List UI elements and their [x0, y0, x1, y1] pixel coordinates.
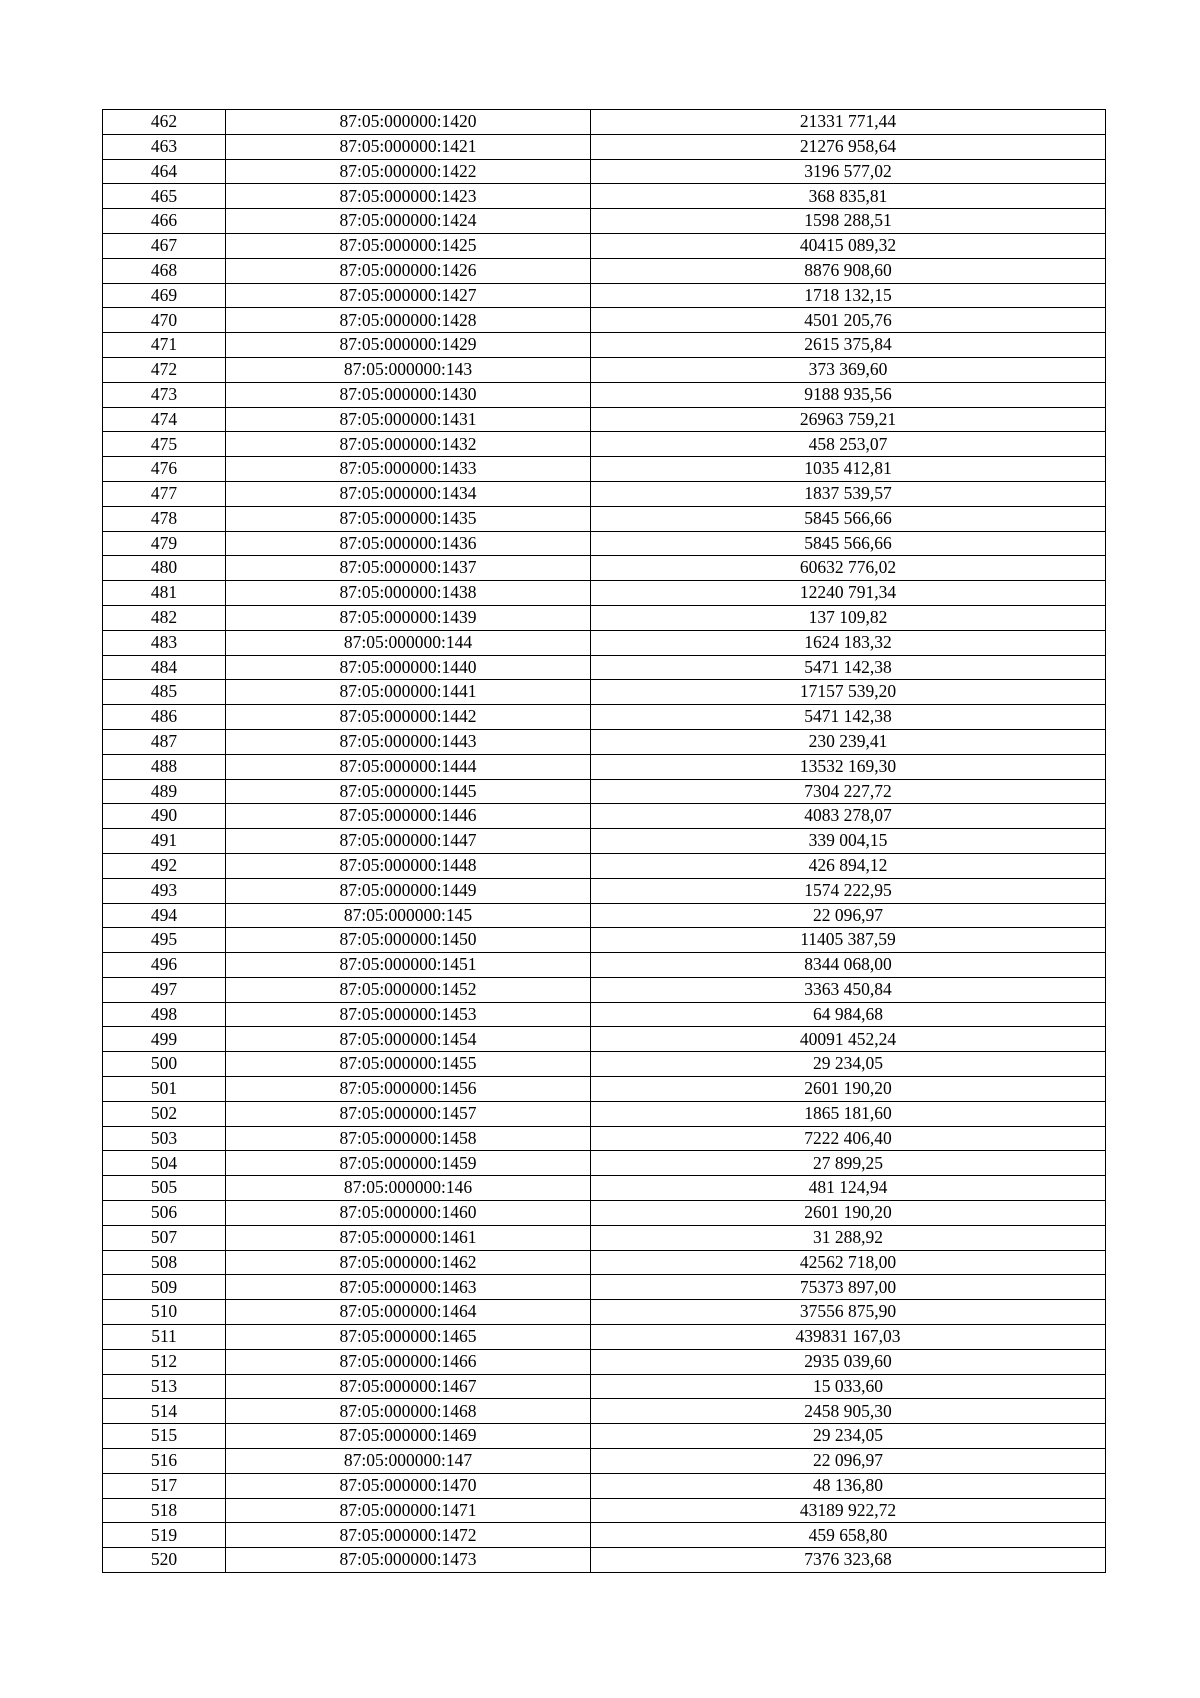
row-number-cell: 502	[103, 1101, 226, 1126]
cadastral-value-cell: 43189 922,72	[591, 1498, 1106, 1523]
cadastral-value-cell: 4083 278,07	[591, 804, 1106, 829]
cadastral-value-cell: 439831 167,03	[591, 1325, 1106, 1350]
cadastral-number-cell: 87:05:000000:1430	[226, 382, 591, 407]
row-number-cell: 518	[103, 1498, 226, 1523]
cadastral-value-cell: 21331 771,44	[591, 110, 1106, 135]
cadastral-value-cell: 12240 791,34	[591, 581, 1106, 606]
cadastral-number-cell: 87:05:000000:1471	[226, 1498, 591, 1523]
cadastral-value-cell: 5845 566,66	[591, 531, 1106, 556]
cadastral-value-cell: 1865 181,60	[591, 1101, 1106, 1126]
cadastral-number-cell: 87:05:000000:1466	[226, 1349, 591, 1374]
table-row	[103, 432, 1106, 457]
row-number-cell: 500	[103, 1052, 226, 1077]
table-row	[103, 382, 1106, 407]
cadastral-value-cell: 481 124,94	[591, 1176, 1106, 1201]
cadastral-value-cell: 60632 776,02	[591, 556, 1106, 581]
cadastral-value-cell: 75373 897,00	[591, 1275, 1106, 1300]
row-number-cell: 507	[103, 1225, 226, 1250]
table-row	[103, 1225, 1106, 1250]
row-number-cell: 505	[103, 1176, 226, 1201]
table-row	[103, 110, 1106, 135]
row-number-cell: 484	[103, 655, 226, 680]
table-row	[103, 1473, 1106, 1498]
cadastral-value-cell: 22 096,97	[591, 1449, 1106, 1474]
table-row	[103, 233, 1106, 258]
row-number-cell: 499	[103, 1027, 226, 1052]
cadastral-value-cell: 8344 068,00	[591, 953, 1106, 978]
row-number-cell: 514	[103, 1399, 226, 1424]
row-number-cell: 473	[103, 382, 226, 407]
cadastral-number-cell: 87:05:000000:144	[226, 630, 591, 655]
table-row	[103, 1176, 1106, 1201]
row-number-cell: 494	[103, 903, 226, 928]
cadastral-number-cell: 87:05:000000:1460	[226, 1201, 591, 1226]
cadastral-number-cell: 87:05:000000:1450	[226, 928, 591, 953]
cadastral-value-cell: 5471 142,38	[591, 705, 1106, 730]
row-number-cell: 476	[103, 457, 226, 482]
cadastral-value-cell: 368 835,81	[591, 184, 1106, 209]
cadastral-number-cell: 87:05:000000:1438	[226, 581, 591, 606]
cadastral-value-cell: 8876 908,60	[591, 258, 1106, 283]
table-row	[103, 1126, 1106, 1151]
cadastral-value-table	[102, 109, 1106, 1573]
table-row	[103, 581, 1106, 606]
cadastral-value-cell: 1035 412,81	[591, 457, 1106, 482]
table-row	[103, 928, 1106, 953]
cadastral-value-cell: 5845 566,66	[591, 506, 1106, 531]
cadastral-value-cell: 11405 387,59	[591, 928, 1106, 953]
cadastral-value-cell: 17157 539,20	[591, 680, 1106, 705]
cadastral-value-cell: 230 239,41	[591, 729, 1106, 754]
table-row	[103, 481, 1106, 506]
row-number-cell: 471	[103, 333, 226, 358]
row-number-cell: 497	[103, 977, 226, 1002]
cadastral-value-cell: 64 984,68	[591, 1002, 1106, 1027]
table-row	[103, 1548, 1106, 1573]
cadastral-value-cell: 339 004,15	[591, 829, 1106, 854]
cadastral-number-cell: 87:05:000000:1426	[226, 258, 591, 283]
cadastral-number-cell: 87:05:000000:1473	[226, 1548, 591, 1573]
row-number-cell: 503	[103, 1126, 226, 1151]
cadastral-number-cell: 87:05:000000:1445	[226, 779, 591, 804]
cadastral-value-cell: 2935 039,60	[591, 1349, 1106, 1374]
cadastral-number-cell: 87:05:000000:1463	[226, 1275, 591, 1300]
row-number-cell: 469	[103, 283, 226, 308]
table-row	[103, 705, 1106, 730]
cadastral-number-cell: 87:05:000000:1441	[226, 680, 591, 705]
row-number-cell: 520	[103, 1548, 226, 1573]
table-row	[103, 1151, 1106, 1176]
cadastral-value-cell: 137 109,82	[591, 605, 1106, 630]
table-body	[103, 110, 1106, 1573]
cadastral-value-cell: 1837 539,57	[591, 481, 1106, 506]
row-number-cell: 472	[103, 357, 226, 382]
cadastral-value-cell: 373 369,60	[591, 357, 1106, 382]
cadastral-number-cell: 87:05:000000:1432	[226, 432, 591, 457]
row-number-cell: 475	[103, 432, 226, 457]
cadastral-number-cell: 87:05:000000:1421	[226, 134, 591, 159]
table-row	[103, 680, 1106, 705]
cadastral-number-cell: 87:05:000000:1457	[226, 1101, 591, 1126]
cadastral-number-cell: 87:05:000000:143	[226, 357, 591, 382]
cadastral-value-cell: 40091 452,24	[591, 1027, 1106, 1052]
table-row	[103, 1077, 1106, 1102]
cadastral-number-cell: 87:05:000000:1448	[226, 853, 591, 878]
cadastral-value-cell: 459 658,80	[591, 1523, 1106, 1548]
cadastral-number-cell: 87:05:000000:1472	[226, 1523, 591, 1548]
cadastral-number-cell: 87:05:000000:1464	[226, 1300, 591, 1325]
table-row	[103, 953, 1106, 978]
cadastral-number-cell: 87:05:000000:1423	[226, 184, 591, 209]
cadastral-number-cell: 87:05:000000:1447	[226, 829, 591, 854]
row-number-cell: 510	[103, 1300, 226, 1325]
row-number-cell: 492	[103, 853, 226, 878]
cadastral-value-cell: 3196 577,02	[591, 159, 1106, 184]
row-number-cell: 509	[103, 1275, 226, 1300]
cadastral-value-cell: 13532 169,30	[591, 754, 1106, 779]
cadastral-number-cell: 87:05:000000:1451	[226, 953, 591, 978]
table-row	[103, 1498, 1106, 1523]
cadastral-number-cell: 87:05:000000:1459	[226, 1151, 591, 1176]
cadastral-value-cell: 27 899,25	[591, 1151, 1106, 1176]
cadastral-value-cell: 9188 935,56	[591, 382, 1106, 407]
cadastral-value-cell: 426 894,12	[591, 853, 1106, 878]
cadastral-value-cell: 2601 190,20	[591, 1201, 1106, 1226]
row-number-cell: 487	[103, 729, 226, 754]
table-row	[103, 1052, 1106, 1077]
cadastral-number-cell: 87:05:000000:1470	[226, 1473, 591, 1498]
cadastral-number-cell: 87:05:000000:1439	[226, 605, 591, 630]
cadastral-value-cell: 4501 205,76	[591, 308, 1106, 333]
cadastral-value-cell: 3363 450,84	[591, 977, 1106, 1002]
cadastral-number-cell: 87:05:000000:1453	[226, 1002, 591, 1027]
cadastral-number-cell: 87:05:000000:1434	[226, 481, 591, 506]
cadastral-number-cell: 87:05:000000:1446	[226, 804, 591, 829]
row-number-cell: 517	[103, 1473, 226, 1498]
table-row	[103, 407, 1106, 432]
row-number-cell: 462	[103, 110, 226, 135]
table-row	[103, 829, 1106, 854]
table-row	[103, 159, 1106, 184]
row-number-cell: 478	[103, 506, 226, 531]
row-number-cell: 491	[103, 829, 226, 854]
cadastral-value-cell: 458 253,07	[591, 432, 1106, 457]
cadastral-number-cell: 87:05:000000:1443	[226, 729, 591, 754]
cadastral-value-cell: 15 033,60	[591, 1374, 1106, 1399]
table-row	[103, 853, 1106, 878]
row-number-cell: 480	[103, 556, 226, 581]
cadastral-number-cell: 87:05:000000:1468	[226, 1399, 591, 1424]
cadastral-number-cell: 87:05:000000:1462	[226, 1250, 591, 1275]
table-row	[103, 333, 1106, 358]
cadastral-number-cell: 87:05:000000:147	[226, 1449, 591, 1474]
table-row	[103, 1424, 1106, 1449]
table-row	[103, 1250, 1106, 1275]
table-row	[103, 903, 1106, 928]
table-row	[103, 531, 1106, 556]
table-row	[103, 1002, 1106, 1027]
cadastral-value-cell: 2601 190,20	[591, 1077, 1106, 1102]
cadastral-value-cell: 37556 875,90	[591, 1300, 1106, 1325]
cadastral-value-cell: 48 136,80	[591, 1473, 1106, 1498]
cadastral-value-cell: 7304 227,72	[591, 779, 1106, 804]
table-row	[103, 283, 1106, 308]
table-row	[103, 1300, 1106, 1325]
table-row	[103, 1201, 1106, 1226]
row-number-cell: 479	[103, 531, 226, 556]
cadastral-value-cell: 40415 089,32	[591, 233, 1106, 258]
row-number-cell: 515	[103, 1424, 226, 1449]
cadastral-value-cell: 29 234,05	[591, 1424, 1106, 1449]
row-number-cell: 508	[103, 1250, 226, 1275]
cadastral-number-cell: 87:05:000000:1424	[226, 209, 591, 234]
cadastral-number-cell: 87:05:000000:1458	[226, 1126, 591, 1151]
cadastral-number-cell: 87:05:000000:1431	[226, 407, 591, 432]
cadastral-value-cell: 1598 288,51	[591, 209, 1106, 234]
table-row	[103, 1449, 1106, 1474]
table-row	[103, 184, 1106, 209]
cadastral-value-cell: 2615 375,84	[591, 333, 1106, 358]
cadastral-value-cell: 1718 132,15	[591, 283, 1106, 308]
cadastral-number-cell: 87:05:000000:1427	[226, 283, 591, 308]
table-row	[103, 1101, 1106, 1126]
cadastral-number-cell: 87:05:000000:1442	[226, 705, 591, 730]
row-number-cell: 474	[103, 407, 226, 432]
cadastral-number-cell: 87:05:000000:1433	[226, 457, 591, 482]
cadastral-number-cell: 87:05:000000:145	[226, 903, 591, 928]
cadastral-value-cell: 1574 222,95	[591, 878, 1106, 903]
cadastral-value-cell: 7376 323,68	[591, 1548, 1106, 1573]
cadastral-value-cell: 2458 905,30	[591, 1399, 1106, 1424]
cadastral-number-cell: 87:05:000000:1461	[226, 1225, 591, 1250]
table-row	[103, 1374, 1106, 1399]
row-number-cell: 486	[103, 705, 226, 730]
row-number-cell: 482	[103, 605, 226, 630]
table-row	[103, 457, 1106, 482]
table-row	[103, 754, 1106, 779]
row-number-cell: 464	[103, 159, 226, 184]
table-row	[103, 630, 1106, 655]
table-row	[103, 804, 1106, 829]
table-row	[103, 605, 1106, 630]
cadastral-number-cell: 87:05:000000:1469	[226, 1424, 591, 1449]
table-row	[103, 779, 1106, 804]
row-number-cell: 512	[103, 1349, 226, 1374]
cadastral-number-cell: 87:05:000000:1420	[226, 110, 591, 135]
cadastral-number-cell: 87:05:000000:1435	[226, 506, 591, 531]
row-number-cell: 488	[103, 754, 226, 779]
cadastral-value-cell: 29 234,05	[591, 1052, 1106, 1077]
row-number-cell: 468	[103, 258, 226, 283]
cadastral-number-cell: 87:05:000000:1422	[226, 159, 591, 184]
cadastral-number-cell: 87:05:000000:1440	[226, 655, 591, 680]
cadastral-number-cell: 87:05:000000:1429	[226, 333, 591, 358]
row-number-cell: 493	[103, 878, 226, 903]
row-number-cell: 489	[103, 779, 226, 804]
table-row	[103, 1325, 1106, 1350]
cadastral-number-cell: 87:05:000000:1449	[226, 878, 591, 903]
cadastral-number-cell: 87:05:000000:146	[226, 1176, 591, 1201]
row-number-cell: 501	[103, 1077, 226, 1102]
cadastral-number-cell: 87:05:000000:1425	[226, 233, 591, 258]
table-row	[103, 878, 1106, 903]
cadastral-number-cell: 87:05:000000:1436	[226, 531, 591, 556]
row-number-cell: 477	[103, 481, 226, 506]
row-number-cell: 496	[103, 953, 226, 978]
table-row	[103, 977, 1106, 1002]
row-number-cell: 506	[103, 1201, 226, 1226]
table-row	[103, 1027, 1106, 1052]
row-number-cell: 504	[103, 1151, 226, 1176]
row-number-cell: 511	[103, 1325, 226, 1350]
row-number-cell: 498	[103, 1002, 226, 1027]
row-number-cell: 485	[103, 680, 226, 705]
row-number-cell: 483	[103, 630, 226, 655]
cadastral-value-cell: 26963 759,21	[591, 407, 1106, 432]
row-number-cell: 470	[103, 308, 226, 333]
cadastral-number-cell: 87:05:000000:1454	[226, 1027, 591, 1052]
row-number-cell: 481	[103, 581, 226, 606]
cadastral-number-cell: 87:05:000000:1444	[226, 754, 591, 779]
cadastral-value-cell: 21276 958,64	[591, 134, 1106, 159]
table-row	[103, 1399, 1106, 1424]
table-row	[103, 357, 1106, 382]
table-row	[103, 308, 1106, 333]
row-number-cell: 513	[103, 1374, 226, 1399]
cadastral-value-cell: 22 096,97	[591, 903, 1106, 928]
table-row	[103, 506, 1106, 531]
table-row	[103, 1275, 1106, 1300]
cadastral-value-cell: 7222 406,40	[591, 1126, 1106, 1151]
row-number-cell: 465	[103, 184, 226, 209]
table-row	[103, 1523, 1106, 1548]
table-row	[103, 655, 1106, 680]
row-number-cell: 490	[103, 804, 226, 829]
table-row	[103, 209, 1106, 234]
table-row	[103, 134, 1106, 159]
cadastral-number-cell: 87:05:000000:1437	[226, 556, 591, 581]
cadastral-number-cell: 87:05:000000:1465	[226, 1325, 591, 1350]
table-row	[103, 258, 1106, 283]
row-number-cell: 519	[103, 1523, 226, 1548]
cadastral-value-cell: 42562 718,00	[591, 1250, 1106, 1275]
cadastral-value-cell: 1624 183,32	[591, 630, 1106, 655]
row-number-cell: 516	[103, 1449, 226, 1474]
cadastral-value-cell: 5471 142,38	[591, 655, 1106, 680]
table-row	[103, 556, 1106, 581]
cadastral-number-cell: 87:05:000000:1455	[226, 1052, 591, 1077]
cadastral-number-cell: 87:05:000000:1467	[226, 1374, 591, 1399]
table-row	[103, 1349, 1106, 1374]
cadastral-value-cell: 31 288,92	[591, 1225, 1106, 1250]
row-number-cell: 467	[103, 233, 226, 258]
cadastral-number-cell: 87:05:000000:1428	[226, 308, 591, 333]
cadastral-number-cell: 87:05:000000:1456	[226, 1077, 591, 1102]
row-number-cell: 495	[103, 928, 226, 953]
row-number-cell: 463	[103, 134, 226, 159]
cadastral-number-cell: 87:05:000000:1452	[226, 977, 591, 1002]
row-number-cell: 466	[103, 209, 226, 234]
table-row	[103, 729, 1106, 754]
